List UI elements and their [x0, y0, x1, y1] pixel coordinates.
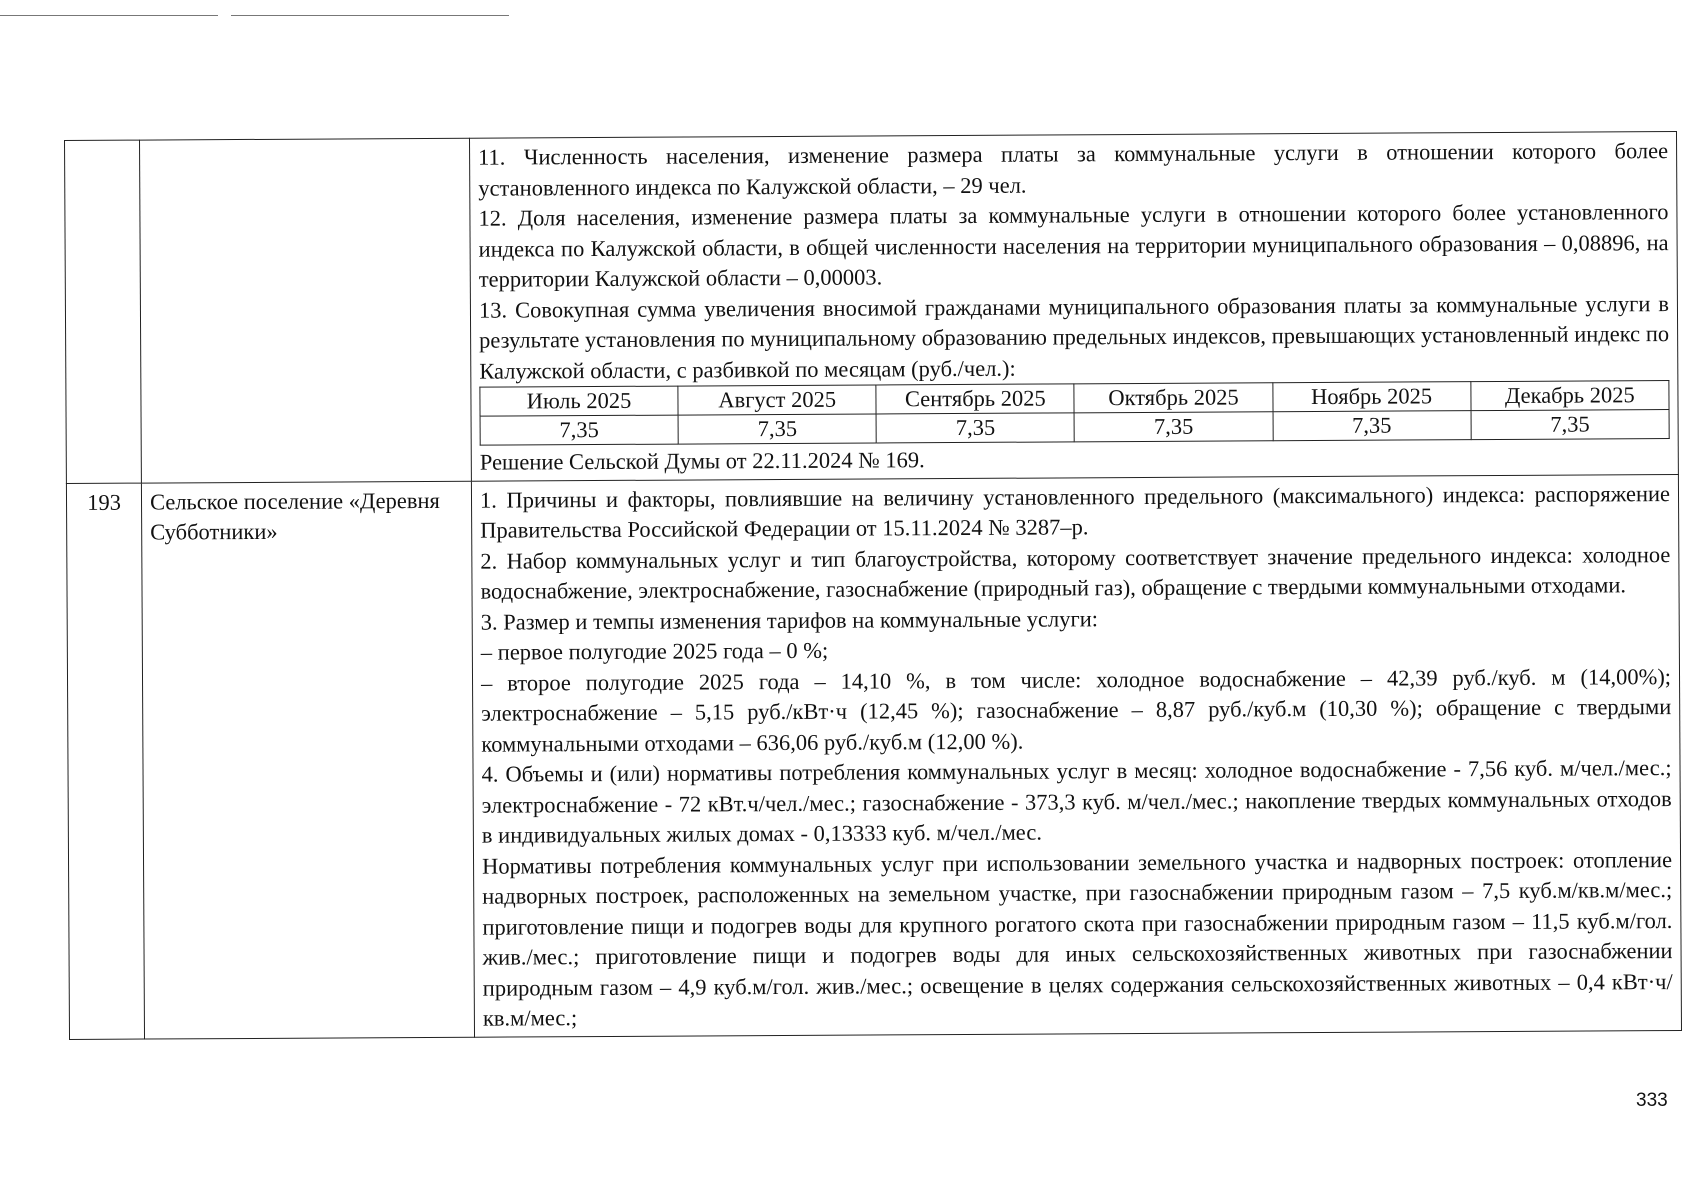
month-header: Октябрь 2025 [1074, 383, 1272, 413]
month-value: 7,35 [1273, 411, 1471, 441]
month-header: Ноябрь 2025 [1272, 382, 1470, 412]
month-value: 7,35 [1075, 412, 1273, 442]
month-header: Сентябрь 2025 [876, 384, 1074, 414]
table-row-continuation [65, 131, 1679, 482]
row-number-cell [65, 140, 142, 483]
item-13: 13. Совокупная сумма увеличения вносимой гражданами муниципального образования платы за коммунальные услуги в результате установления по муниципальному образованию предельных индексов, превышающих установленный индекс по Калужской области, с разбивкой по месяцам (руб./чел.): [478, 290, 1670, 384]
decision-reference: Решение Сельской Думы от 22.11.2024 № 169. [479, 447, 925, 475]
month-value: 7,35 [1471, 410, 1669, 440]
document-page [64, 131, 1681, 1039]
item-1: 1. Причины и факторы, повлиявшие на величину установленного предельного (максимального) индекса: распоряжение Правительства Российской Федерации от 15.11.2024 № 3287–р. [479, 480, 1671, 543]
month-header: Декабрь 2025 [1471, 381, 1669, 411]
indices-table [64, 131, 1682, 1039]
row-description-cell [471, 474, 1681, 1037]
item-4: 4. Объемы и (или) нормативы потребления коммунальных услуг в месяц: холодное водоснабжение - 7,56 куб. м/чел./мес.; электроснабжение - 72 кВт.ч/чел./мес.; газоснабжение - 373,3 куб. м/чел./мес.; накопление твердых коммунальных отходов в индивидуальных жилых домах - 0,13333 куб. м/чел./мес. [481, 755, 1672, 848]
row-description-cell [469, 131, 1678, 480]
item-3-first-half: – первое полугодие 2025 года – 0 %; [480, 637, 829, 665]
monthly-increase-table [479, 380, 1669, 446]
month-value: 7,35 [876, 413, 1074, 443]
month-header: Июль 2025 [480, 386, 678, 416]
item-4-land-norms: Нормативы потребления коммунальных услуг при использовании земельного участка и надворных построек: отопление надворных построек, расположенных на земельном участке, при газоснабжении природным газом – 7,5 куб.м/кв.м/мес.; приготовление пищи и подогрев воды для крупного рогатого скота при газоснабжении природным газом – 11,5 куб.м/гол. жив./мес.; приготовление пищи и подогрев воды для иных сельскохозяйственных животных при газоснабжении природным газом – 4,9 куб.м/гол. жив./мес.; освещение в целях содержания сельскохозяйственных животных – 0,4 кВт·ч/кв.м/мес.; [481, 846, 1673, 1031]
item-3: 3. Размер и темпы изменения тарифов на коммунальные услуги: [480, 605, 1099, 635]
month-header: Август 2025 [678, 385, 876, 415]
header-rule-right [231, 15, 509, 16]
month-value: 7,35 [678, 414, 876, 444]
row-name-cell [140, 138, 472, 482]
row-number-cell: 193 [66, 483, 144, 1039]
header-rule-left [0, 15, 218, 16]
item-12: 12. Доля населения, изменение размера платы за коммунальные услуги в отношении которого более установленного индекса по Калужской области, в общей численности населения на территории муниципального образования – 0,08896, на территории Калужской области – 0,00003. [478, 199, 1669, 292]
months-value-row [480, 410, 1669, 446]
table-row-193 [66, 474, 1681, 1039]
page-number: 333 [1636, 1090, 1668, 1111]
settlement-name-cell: Сельское поселение «Деревня Субботники» [141, 481, 474, 1039]
item-2: 2. Набор коммунальных услуг и тип благоустройства, которому соответствует значение предельного индекса: холодное водоснабжение, электроснабжение, газоснабжение (природный газ), обращение с твердыми коммунальными отходами. [480, 541, 1671, 604]
month-value: 7,35 [480, 415, 678, 445]
item-11: 11. Численность населения, изменение размера платы за коммунальные услуги в отношении которого более установленного индекса по Калужской области, – 29 чел. [478, 138, 1669, 201]
item-3-second-half: – второе полугодие 2025 года – 14,10 %, в том числе: холодное водоснабжение – 42,39 руб./куб. м (14,00%); электроснабжение – 5,15 руб./кВт·ч (12,45 %); газоснабжение – 8,87 руб./куб.м (10,30 %); обращение с твердыми коммунальными отходами – 636,06 руб./куб.м (12,00 %). [480, 663, 1672, 757]
